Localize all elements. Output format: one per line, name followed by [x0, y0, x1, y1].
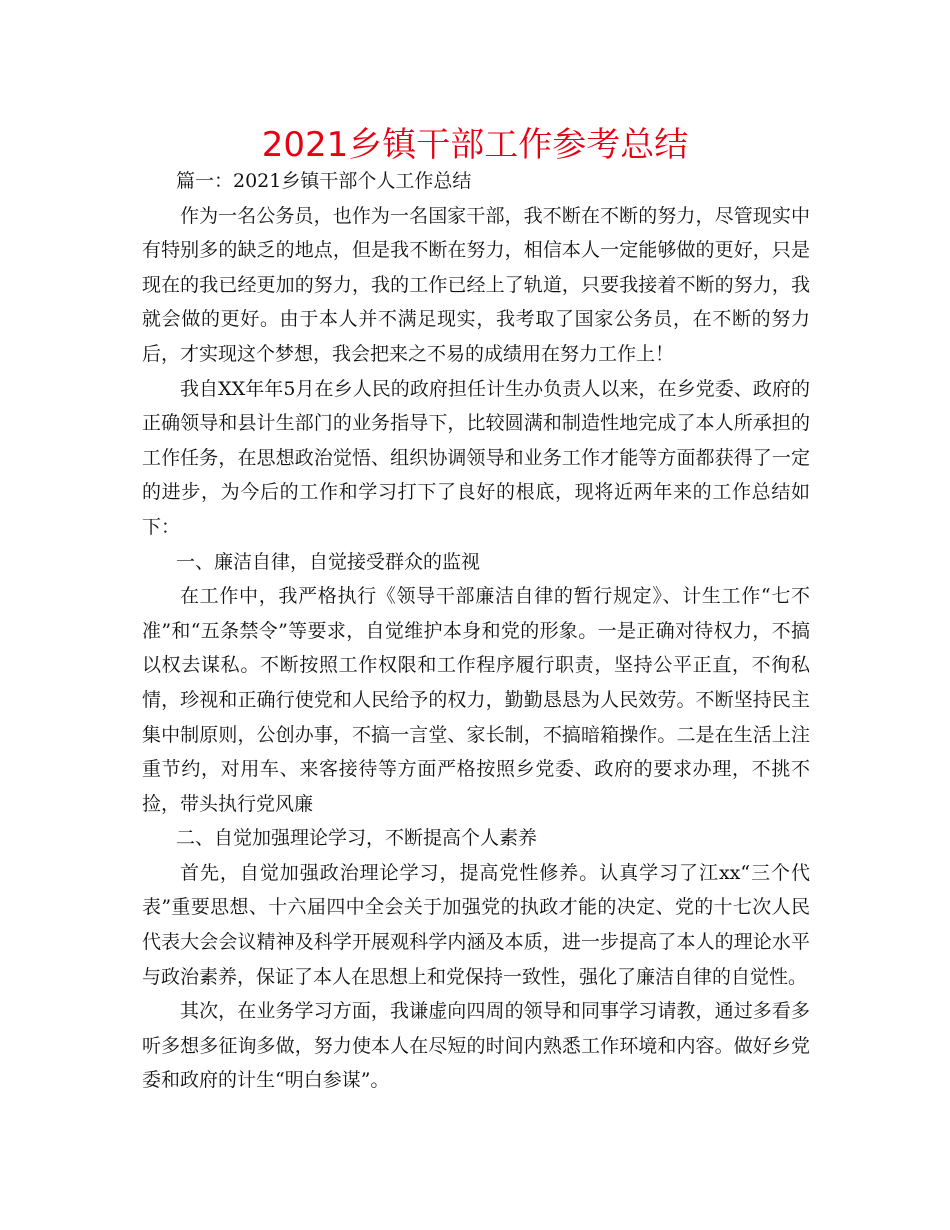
body-paragraph-intro: 作为一名公务员，也作为一名国家干部，我不断在不断的努力，尽管现实中有特别多的缺乏的地点，但是我不断在努力，相信本人一定能够做的更好，只是现在的我已经更加的努力，我的工作已经上了轨道，只要我接着不断的努力，我就会做的更好。由于本人并不满足现实，我考取了国家公务员，在不断的努力后，才实现这个梦想，我会把来之不易的成绩用在努力工作上！: [142, 204, 810, 365]
body-paragraph-background: 我自XX年年5月在乡人民的政府担任计生办负责人以来，在乡党委、政府的正确领导和县计生部门的业务指导下，比较圆满和制造性地完成了本人所承担的工作任务，在思想政治觉悟、组织协调领导和业务工作才能等方面都获得了一定的进步，为今后的工作和学习打下了良好的根底，现将近两年来的工作总结如下：: [142, 377, 810, 538]
document-body: [142, 164, 810, 1098]
body-paragraph-integrity: 在工作中，我严格执行《领导干部廉洁自律的暂行规定》、计生工作“七不准”和“五条禁令”等要求，自觉维护本身和党的形象。一是正确对待权力，不搞以权去谋私。不断按照工作权限和工作程序履行职责，坚持公平正直，不徇私情，珍视和正确行使党和人民给予的权力，勤勤恳恳为人民效劳。不断坚持民主集中制原则，公创办事，不搞一言堂、家长制，不搞暗箱操作。二是在生活上注重节约，对用车、来客接待等方面严格按照乡党委、政府的要求办理，不挑不捡，带头执行党风廉: [142, 585, 810, 815]
section-heading-part-one: 篇一：2021乡镇干部个人工作总结: [176, 170, 472, 192]
body-paragraph-political-study: 首先，自觉加强政治理论学习，提高党性修养。认真学习了江xx“三个代表”重要思想、十六届四中全会关于加强党的执政才能的决定、党的十七次人民代表大会会议精神及科学开展观科学内涵及本质，进一步提高了本人的理论水平与政治素养，保证了本人在思想上和党保持一致性，强化了廉洁自律的自觉性。: [142, 861, 810, 988]
section-heading-study: 二、自觉加强理论学习，不断提高个人素养: [176, 827, 538, 850]
section-heading-integrity: 一、廉洁自律，自觉接受群众的监视: [176, 550, 481, 573]
body-paragraph-business-study: 其次，在业务学习方面，我谦虚向四周的领导和同事学习请教，通过多看多听多想多征询多做，努力使本人在尽短的时间内熟悉工作环境和内容。做好乡党委和政府的计生“明白参谋”。: [142, 1000, 810, 1092]
document-title: 2021乡镇干部工作参考总结: [261, 125, 689, 165]
